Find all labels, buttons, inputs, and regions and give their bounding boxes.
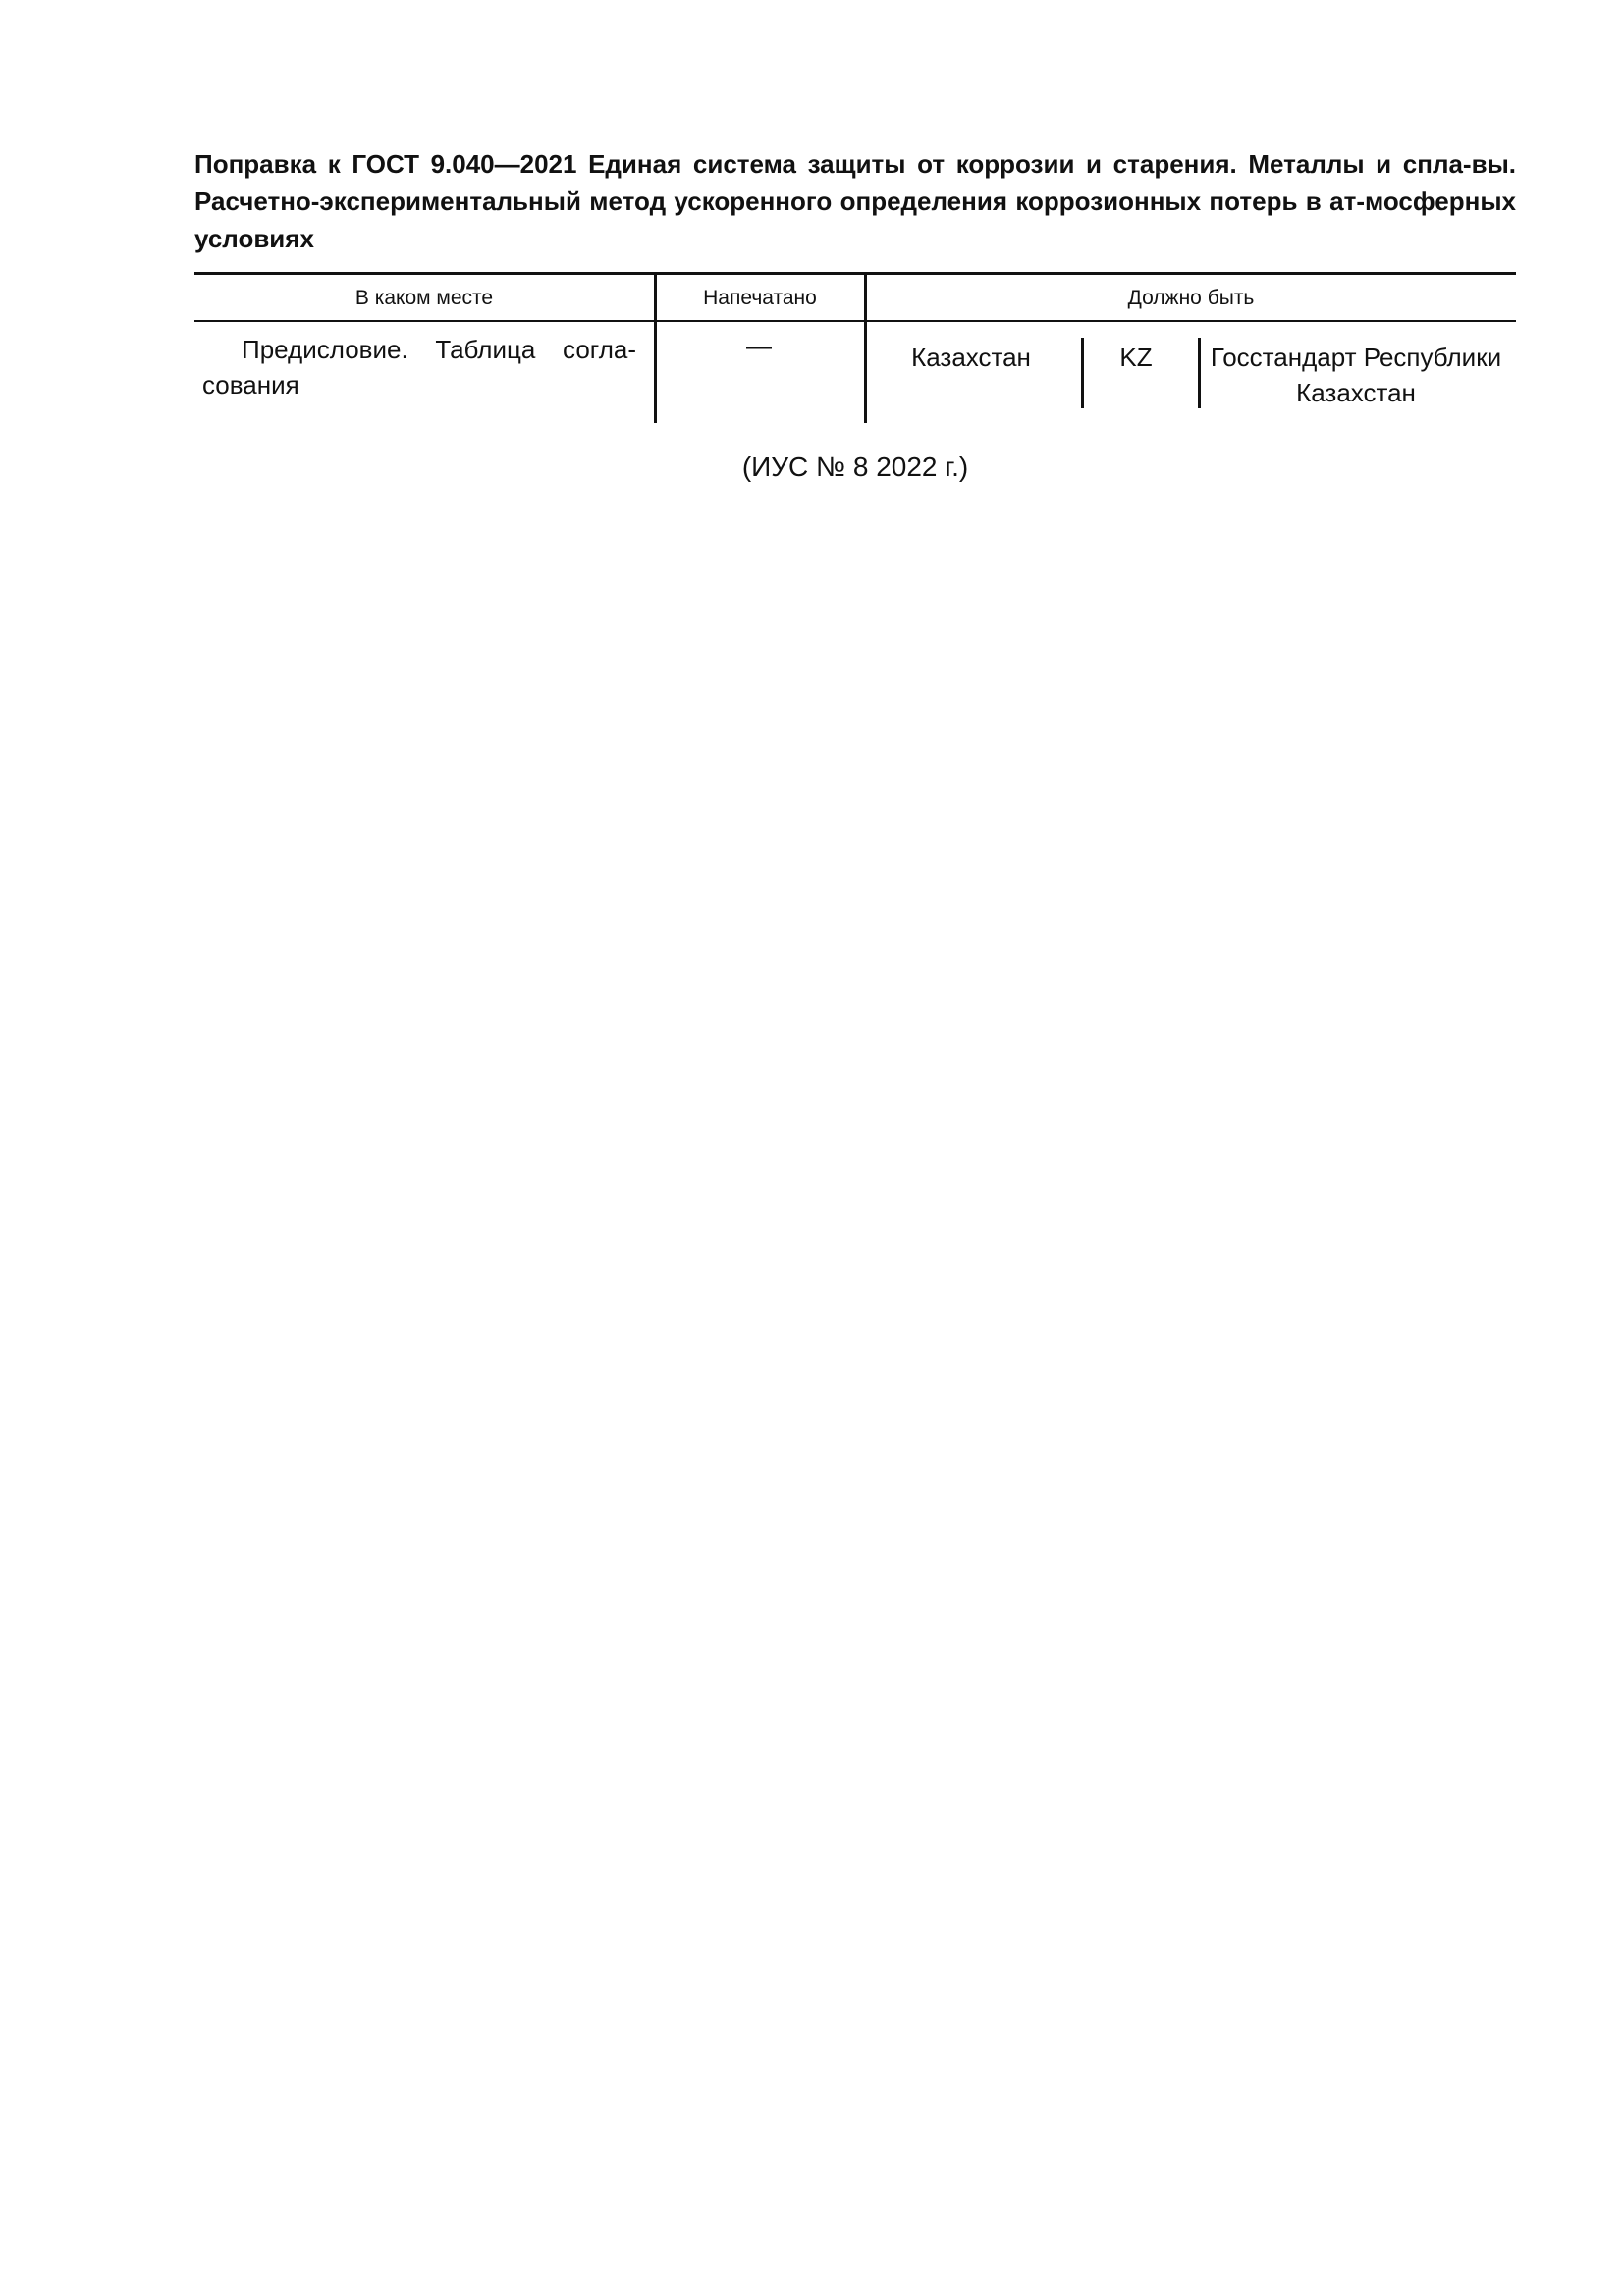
header-should-be: Должно быть	[1127, 287, 1255, 309]
cell-organization: Госстандарт Республики Казахстан	[1210, 343, 1502, 407]
cell-country-code: KZ	[1119, 343, 1153, 372]
header-printed: Напечатано	[703, 287, 817, 309]
cell-country: Казахстан	[911, 343, 1031, 372]
table-header-rule	[194, 320, 1516, 322]
table-top-rule	[194, 272, 1516, 275]
cell-place: Предисловие. Таблица согла-сования	[202, 335, 636, 400]
cell-printed: —	[746, 331, 772, 360]
header-place: В каком месте	[354, 287, 494, 309]
document-title: Поправка к ГОСТ 9.040—2021 Единая система защиты от коррозии и старения. Металлы и спла-вы. Расчетно-экспериментальный метод ускоренного определения коррозионных потерь в ат-мосферных условиях	[194, 149, 1516, 253]
source-reference: (ИУС № 8 2022 г.)	[741, 452, 969, 482]
